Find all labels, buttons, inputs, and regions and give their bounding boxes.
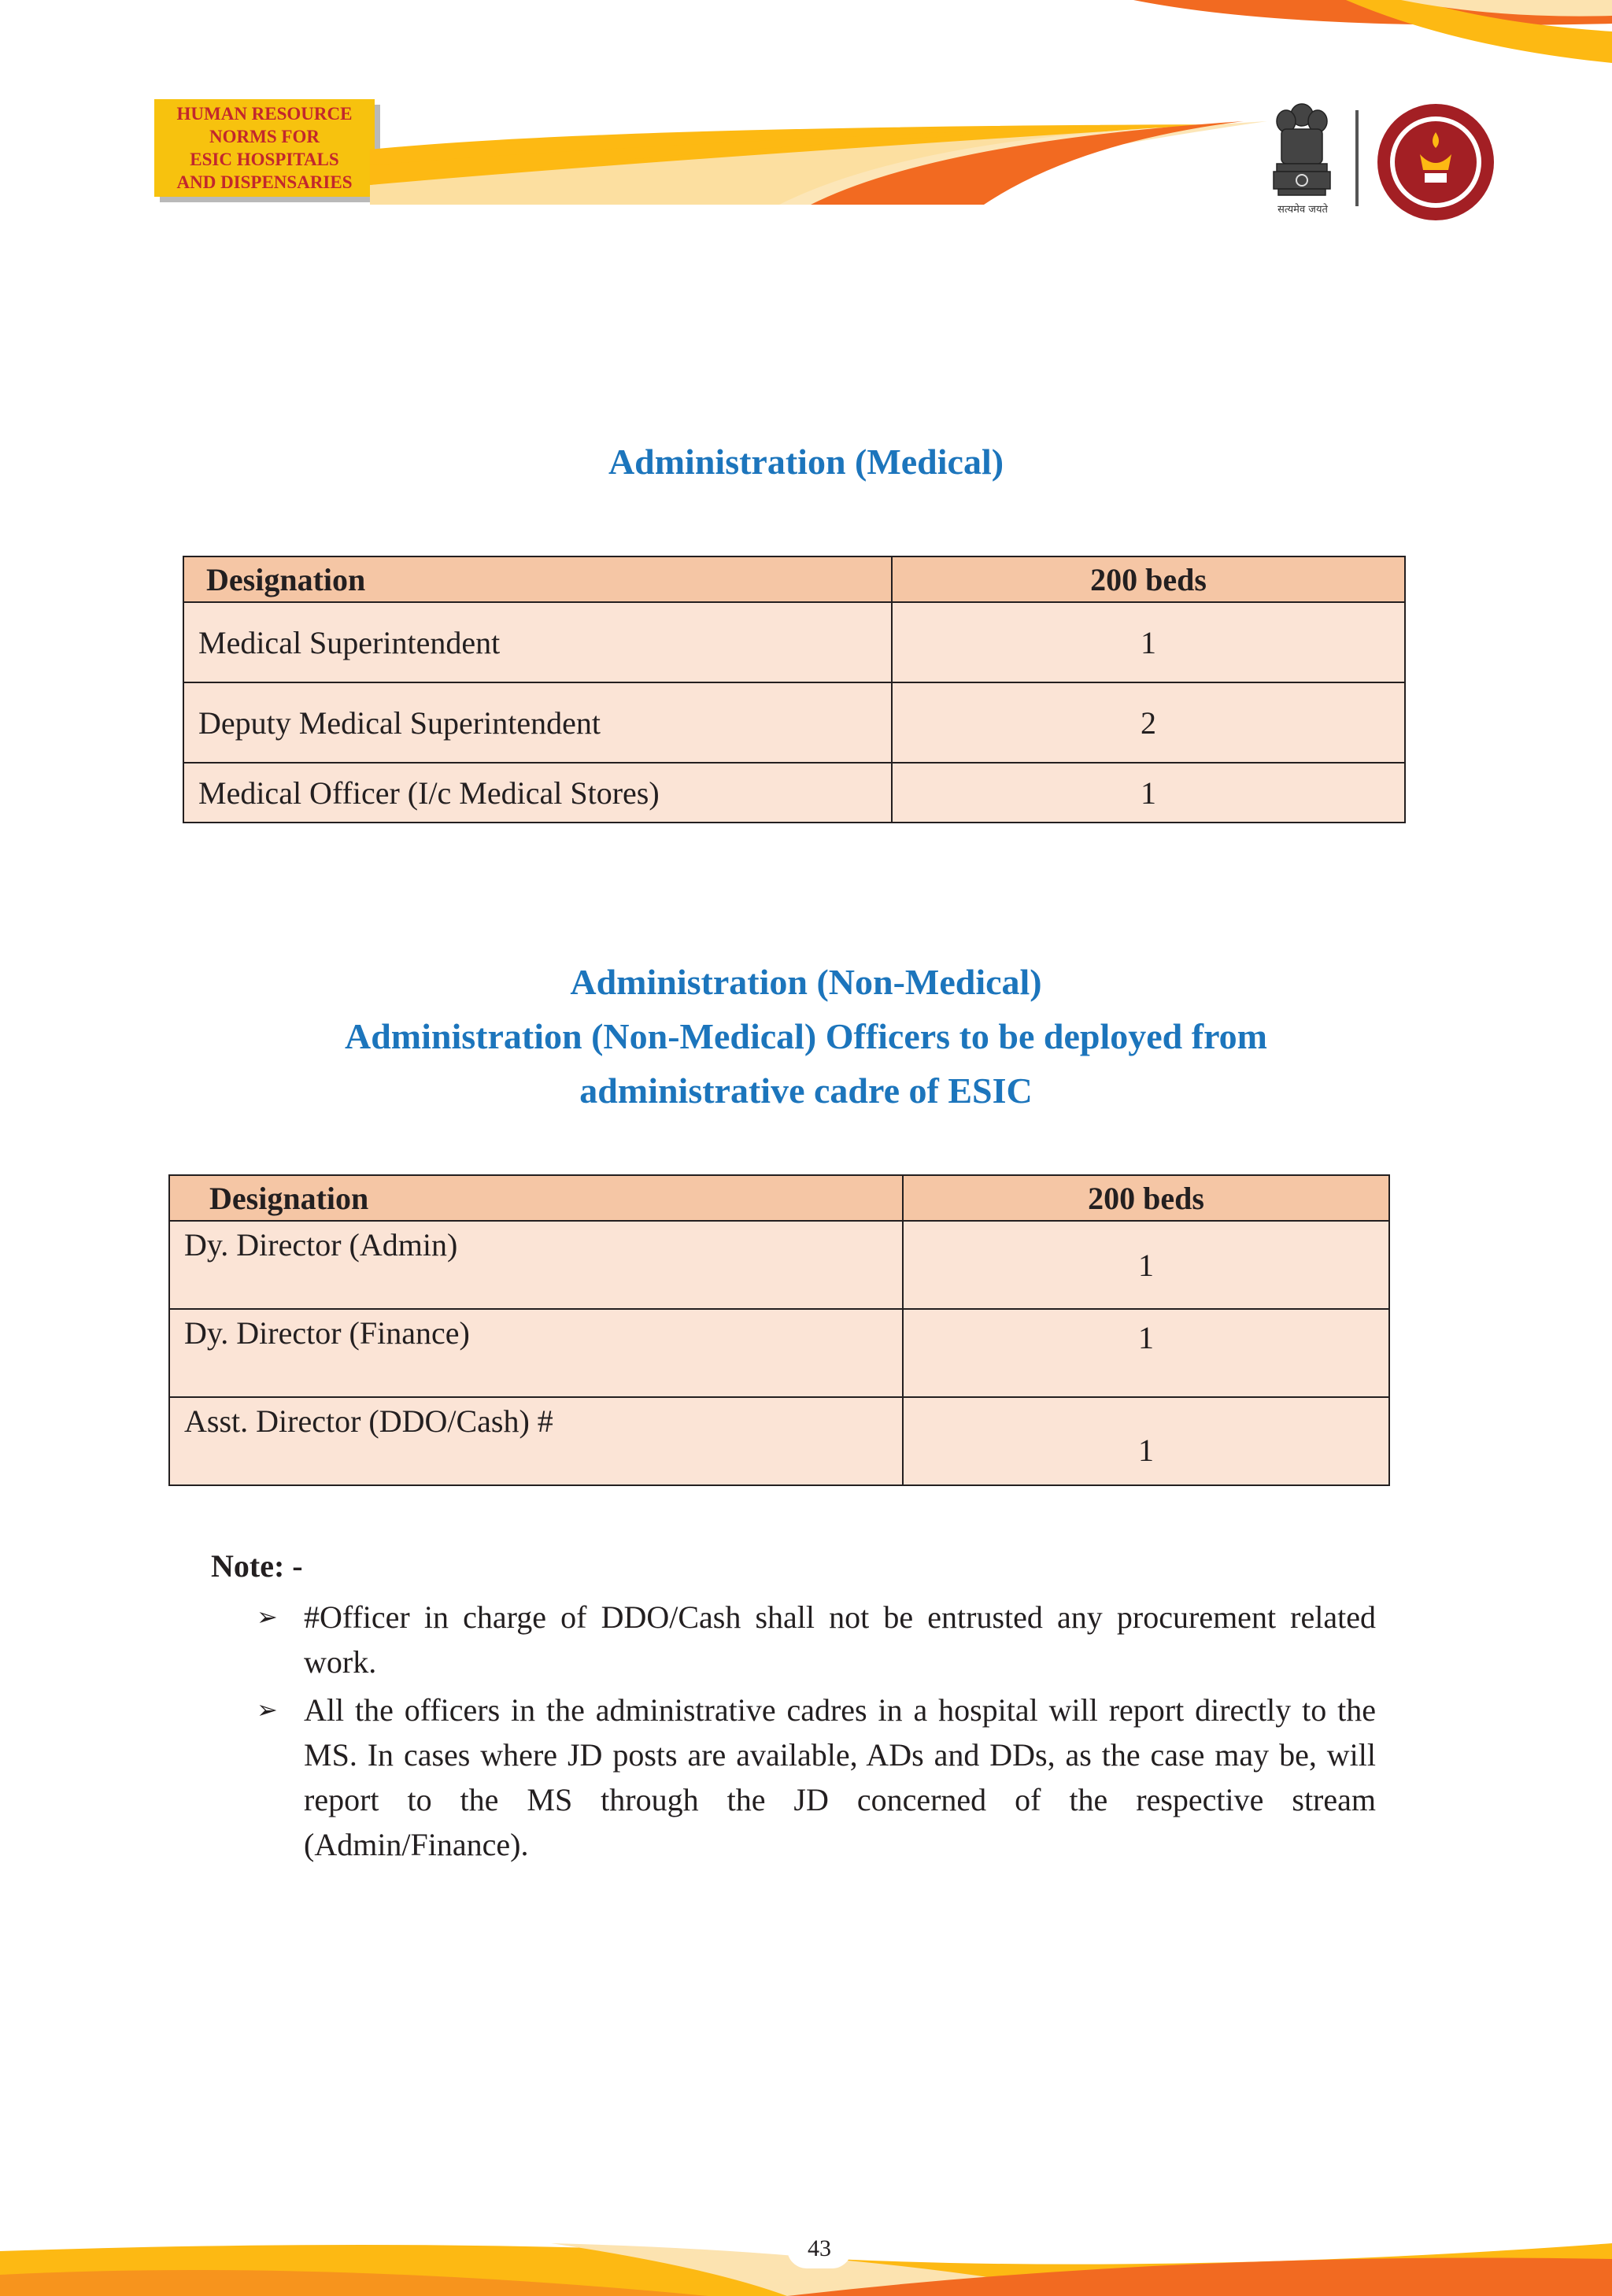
table-row <box>169 1309 1389 1397</box>
page-number: 43 <box>787 2229 852 2268</box>
emblem-caption: सत्यमेव जयते <box>1277 204 1328 216</box>
table-row <box>183 602 1405 682</box>
note-text: #Officer in charge of DDO/Cash shall not be entrusted any procurement related work. <box>304 1599 1376 1680</box>
count-cell: 1 <box>903 1397 1389 1485</box>
document-title-box <box>154 99 375 197</box>
medical-admin-heading: Administration (Medical) <box>608 442 1004 482</box>
non-medical-admin-heading <box>0 955 1612 1118</box>
designation-cell: Medical Superintendent <box>183 602 892 682</box>
column-header-200-beds: 200 beds <box>903 1175 1389 1221</box>
heading-line: Administration (Non-Medical) Officers to be deployed from <box>345 1016 1267 1056</box>
count-cell: 1 <box>903 1221 1389 1309</box>
table-header-row <box>183 556 1405 602</box>
heading-line: Administration (Non-Medical) <box>570 962 1042 1002</box>
count-cell: 1 <box>903 1309 1389 1397</box>
note-item <box>257 1688 1376 1867</box>
title-line: AND DISPENSARIES <box>176 172 353 192</box>
note-text: All the officers in the administrative cadres in a hospital will report directly to the MS. In cases where JD posts are available, ADs and DDs, as the case may be, will report to the MS through the JD concerned of the respective stream (Admin/Finance). <box>304 1692 1376 1862</box>
note-title: Note: - <box>211 1548 303 1584</box>
column-header-designation: Designation <box>183 556 892 602</box>
designation-cell: Asst. Director (DDO/Cash) # <box>169 1397 903 1485</box>
note-list <box>257 1595 1376 1870</box>
heading-line: administrative cadre of ESIC <box>579 1070 1033 1111</box>
note-item <box>257 1595 1376 1684</box>
designation-cell: Deputy Medical Superintendent <box>183 682 892 763</box>
header-swoosh <box>370 110 1267 205</box>
designation-cell: Medical Officer (I/c Medical Stores) <box>183 763 892 823</box>
designation-cell: Dy. Director (Admin) <box>169 1221 903 1309</box>
non-medical-admin-table <box>168 1174 1390 1486</box>
table-header-row <box>169 1175 1389 1221</box>
column-header-designation: Designation <box>169 1175 903 1221</box>
table-row <box>183 763 1405 823</box>
medical-admin-table <box>183 556 1406 823</box>
count-cell: 1 <box>892 602 1405 682</box>
arrow-bullet-icon: ➢ <box>257 1695 278 1725</box>
esic-logo-icon <box>1376 102 1496 222</box>
header-divider <box>1355 110 1359 206</box>
designation-cell: Dy. Director (Finance) <box>169 1309 903 1397</box>
top-corner-swoosh <box>1086 0 1612 63</box>
title-line: ESIC HOSPITALS <box>190 150 339 169</box>
title-line: HUMAN RESOURCE <box>176 104 353 124</box>
column-header-200-beds: 200 beds <box>892 556 1405 602</box>
arrow-bullet-icon: ➢ <box>257 1602 278 1632</box>
table-row <box>169 1397 1389 1485</box>
title-line: NORMS FOR <box>209 127 320 146</box>
count-cell: 2 <box>892 682 1405 763</box>
table-row <box>183 682 1405 763</box>
table-row <box>169 1221 1389 1309</box>
count-cell: 1 <box>892 763 1405 823</box>
